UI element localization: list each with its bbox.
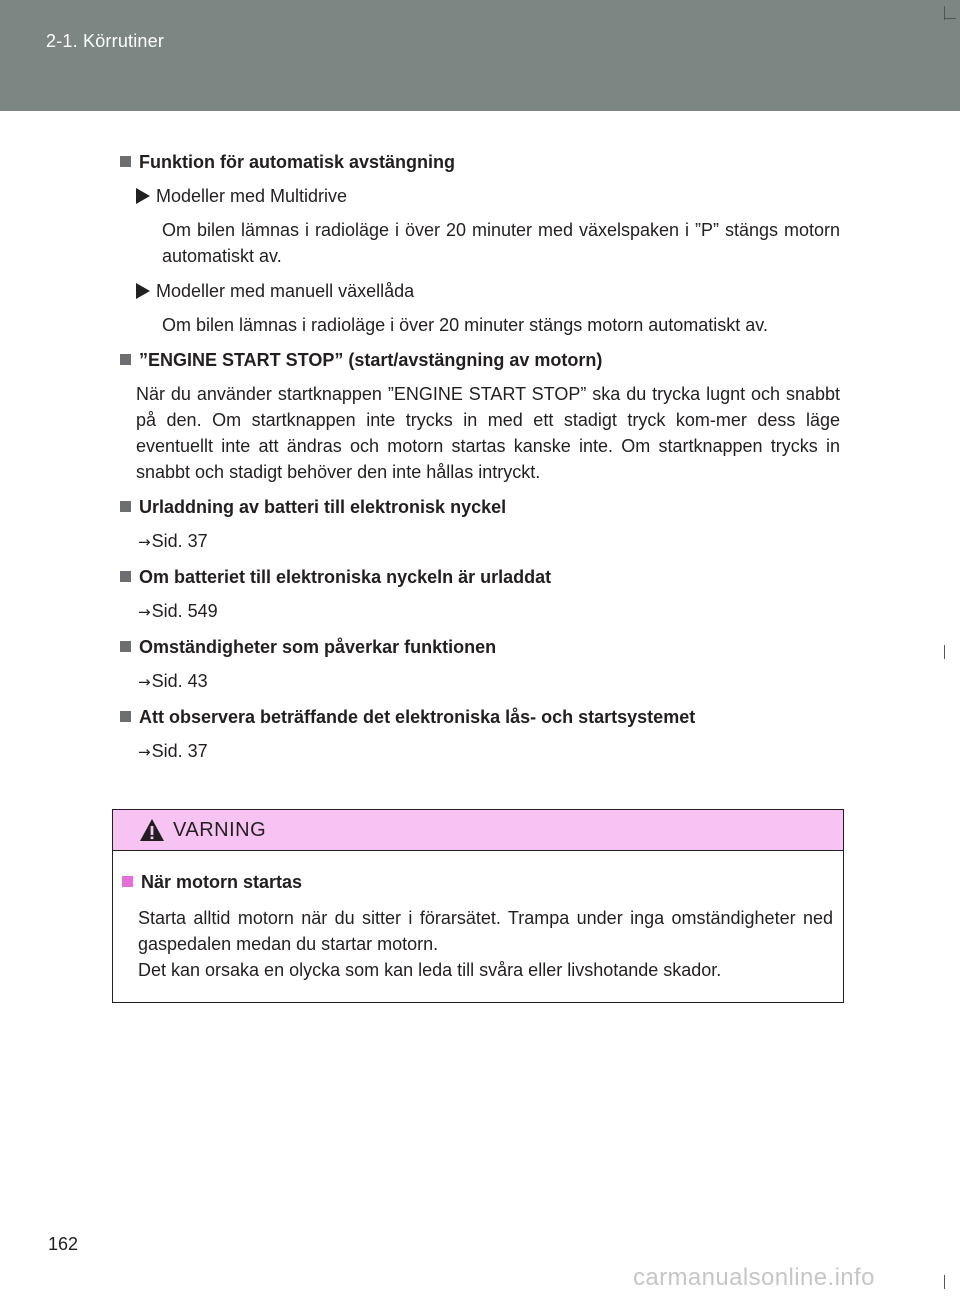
- body-text: Om bilen lämnas i radioläge i över 20 minuter med växelspaken i ”P” stängs motorn automatiskt av.: [162, 220, 840, 266]
- crop-mark: [944, 1275, 945, 1289]
- arrow-right-icon: →: [138, 603, 151, 621]
- header-band: [0, 0, 960, 111]
- reference-text: Sid. 43: [151, 671, 208, 691]
- heading-text: När motorn startas: [141, 872, 303, 892]
- section-heading: [120, 494, 840, 520]
- square-bullet-icon: [122, 876, 133, 887]
- section-title: 2-1. Körrutiner: [46, 31, 165, 51]
- arrow-right-icon: →: [138, 743, 151, 761]
- warning-text: Starta alltid motorn när du sitter i förarsätet. Trampa under inga omständigheter ned gaspedalen medan du startar motorn.: [138, 908, 833, 954]
- square-bullet-icon: [120, 711, 131, 722]
- model-item: [136, 183, 840, 209]
- reference-text: Sid. 37: [151, 741, 208, 761]
- triangle-right-icon: [136, 188, 150, 204]
- watermark: carmanualsonline.info: [633, 1264, 875, 1291]
- heading-text: Funktion för automatisk avstängning: [139, 152, 456, 172]
- square-bullet-icon: [120, 354, 131, 365]
- square-bullet-icon: [120, 501, 131, 512]
- crop-mark: [944, 645, 945, 659]
- main-content: [120, 149, 840, 774]
- warning-box: [112, 809, 844, 1003]
- model-item: [136, 278, 840, 304]
- section-heading: [120, 704, 840, 730]
- heading-text: Att observera beträffande det elektroniska lås- och startsystemet: [139, 707, 696, 727]
- square-bullet-icon: [120, 641, 131, 652]
- page-reference[interactable]: [138, 598, 840, 625]
- reference-text: Sid. 37: [151, 531, 208, 551]
- heading-text: ”ENGINE START STOP” (start/avstängning av motorn): [139, 350, 603, 370]
- warning-body: [113, 851, 843, 983]
- page-reference[interactable]: [138, 528, 840, 555]
- section-heading: [120, 149, 840, 175]
- arrow-right-icon: →: [138, 673, 151, 691]
- model-label: Modeller med Multidrive: [156, 186, 348, 206]
- heading-text: Urladdning av batteri till elektronisk nyckel: [139, 497, 507, 517]
- page-reference[interactable]: [138, 738, 840, 765]
- triangle-right-icon: [136, 283, 150, 299]
- heading-text: Om batteriet till elektroniska nyckeln är urladdat: [139, 567, 552, 587]
- section-heading: [120, 347, 840, 373]
- crop-mark: [944, 18, 956, 19]
- square-bullet-icon: [120, 571, 131, 582]
- arrow-right-icon: →: [138, 533, 151, 551]
- page-reference[interactable]: [138, 668, 840, 695]
- warning-text: Det kan orsaka en olycka som kan leda till svåra eller livshotande skador.: [138, 960, 722, 980]
- reference-text: Sid. 549: [151, 601, 218, 621]
- warning-triangle-icon: [139, 818, 165, 842]
- warning-header: [113, 810, 843, 851]
- body-text: Om bilen lämnas i radioläge i över 20 minuter stängs motorn automatiskt av.: [162, 315, 768, 335]
- square-bullet-icon: [120, 156, 131, 167]
- warning-heading: [122, 869, 833, 895]
- body-text: När du använder startknappen ”ENGINE START STOP” ska du trycka lugnt och snabbt på den. Om startknappen inte trycks in med ett stadigt tryck kom-mer dess läge eventuellt inte att ändras och motorn startas kanske inte. Om startknappen trycks in snabbt och stadigt behöver den inte hållas intryckt.: [136, 384, 840, 482]
- warning-title: VARNING: [173, 818, 267, 841]
- section-heading: [120, 634, 840, 660]
- section-heading: [120, 564, 840, 590]
- model-label: Modeller med manuell växellåda: [156, 281, 415, 301]
- heading-text: Omständigheter som påverkar funktionen: [139, 637, 497, 657]
- page-number: 162: [48, 1234, 79, 1254]
